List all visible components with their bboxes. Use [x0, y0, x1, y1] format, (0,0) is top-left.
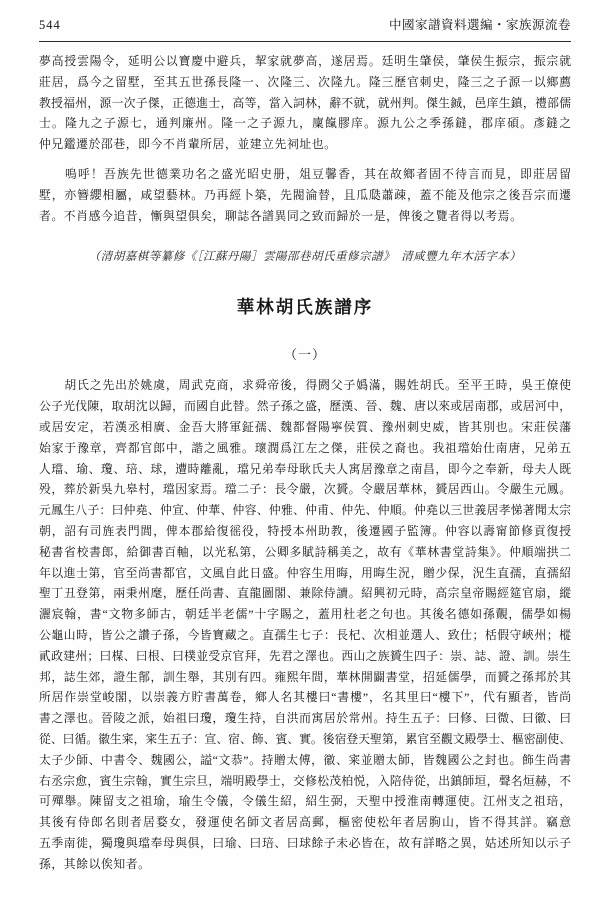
text-line: 人璫、瑜、瓊、琣、球，遭時離亂，璫兄弟奉母耿氏夫人寓居豫章之南昌，即今之奉新，母夫人既 — [39, 461, 571, 476]
part-label: （一） — [283, 347, 326, 363]
page-number: 544 — [39, 18, 61, 32]
text-line: 公龜山時，皆公之讚子孫，今皆寶藏之。直孺生七子：長杞、次相並選人、致仕；栝假守峽州；樅 — [39, 627, 571, 642]
text-line: 書之澤也。晉陵之派，始祖曰瓊，瓊生持，自洪而寓居於常州。持生五子：曰修、曰微、曰徽、曰 — [39, 711, 571, 726]
text-line: 公子光伐陳，取胡沈以歸，而國自此替。然子孫之盛，歷漢、晉、魏、唐以來或居南郡，或居河中， — [39, 399, 571, 414]
text-line: 嗚呼！吾族先世德業功名之盛光昭史册，俎豆馨香，其在故鄉者固不待言而見，即莊居留 — [39, 166, 571, 181]
text-line: 胡氏之先出於姚虞，周武克商，求舜帝後，得閼父子嬀滿，賜姓胡氏。至平王時，吳王僚使 — [39, 378, 571, 393]
text-line: 墅，亦簪纓相屬，咸望藝林。乃再經卜築，先閥淪替，且瓜瓞蕭疎，蓋不能及他宗之後吾宗而遷 — [39, 187, 571, 202]
text-line: 元鳳生八子：曰仲堯、仲宣、仲華、仲容、仲雅、仲甫、仲先、仲順。仲堯以三世義居孝悌著聞太宗 — [39, 503, 571, 518]
text-line: 年以進士第，官至尚書都官，文風自此日盛。仲容生用晦，用晦生況，贈少保，況生直孺，直孺紹 — [39, 565, 571, 580]
text-line: 邦，誌生郊，證生鄁，訓生舉，其別有四。雍熙年間，華林開闢書堂，招延儒學，而贇之孫邦於其 — [39, 669, 571, 684]
text-line: 貳政建州；曰楳、曰根、曰樸並受京官拜，先君之澤也。西山之族贇生四子：崇、誌、證、訓。崇生 — [39, 648, 571, 663]
article-body — [39, 375, 571, 874]
text-line: 右丞宗愈，賓生宗翰，實生宗旦，端明殿學士，交修松茂柏悦，入陪侍從，出鎮師垣，聲名烜赫，不 — [39, 773, 571, 788]
text-line: 仲兄鑑遷於邵巷，即今不肖輩所居，並建立先祠址也。 — [39, 137, 337, 152]
previous-section-paragraph-2 — [39, 164, 571, 226]
article-title: 華林胡氏族譜序 — [236, 297, 374, 318]
text-line: 太子少師、中書令、魏國公，謚“文恭”。持贈太傅，徽、宷並贈太師，皆魏國公之封也。飾生尚書 — [39, 752, 571, 767]
text-line: 者。不肖感今追昔，慚與望俱矣，聊誌各譜異同之致而歸於一是，俾後之覽者得以考焉。 — [39, 208, 523, 223]
text-line: 莊居，爲今之留墅，至其五世孫長隆一、次隆三、次隆九。隆三歷官刺史，隆三之子源一以鄉薦 — [39, 74, 571, 89]
text-line: 殁，葬於新吳九皋村，璫因家焉。璫二子：長令嚴，次贇。令嚴居華林，贇居西山。令嚴生元鳳。 — [39, 482, 571, 497]
text-line: 教授福州，源一次子傑，正德進士，高等，當入詞林，辭不就，就州判。傑生鋮，邑庠生鎮，禮部儒 — [39, 95, 571, 110]
text-line: 聖丁丑登第，兩秉州麾，歷任尚書、直龍圖閣、兼除侍讀。紹興初元時，高宗皇帝賜經筵官扇，縱 — [39, 586, 571, 601]
page-header — [39, 0, 571, 33]
text-line: 灑宸翰，書“文物多師古，朝廷半老儒”十字賜之，蓋用杜老之句也。其後名德如孫覿，儒學如楊 — [39, 607, 571, 622]
text-line: 所居作崇堂峻閣，以崇義方貯書萬卷，鄉人名其樓曰“書樓”，名其里曰“樓下”，代有顯者，皆尚 — [39, 690, 571, 705]
text-line: 從、曰循。徽生宷，宷生五子：宣、宿、飾、賓、實。後宿登天聖第，累官至觀文殿學士、樞密副使、 — [39, 731, 571, 746]
source-citation: （清胡嘉棋等纂修《［江蘇丹陽］雲陽邵巷胡氏重修宗譜》 清咸豐九年木活字本） — [88, 251, 522, 264]
text-line: 孫，其餘以俟知者。 — [39, 856, 151, 871]
page-content — [39, 0, 571, 875]
text-line: 朝，詔有司旌表門閭，俾本郡給復徭役，特授本州助教，後遷國子監簿。仲容以壽甯節修貢復授 — [39, 523, 571, 538]
text-line: 始家于豫章，齊都官郎中，諧之風雅。瓌潤爲江左之傑，莊侯之裔也。我祖璫始仕南唐，兄弟五 — [39, 440, 571, 455]
text-line: 或居安定，若漢丞相廣、金吾大將軍鉦孺、魏都督陽寧侯質、豫州刺史威，皆其別也。宋莊侯藩 — [39, 419, 571, 434]
text-line: 其後有侍郎名則者居婺女，發運使名師文者居高郵，樞密使松年者居胊山，皆不得其詳。竊意 — [39, 815, 571, 830]
text-line: 士。隆九之子源七，通判廉州。隆一之子源九，廩餼膠庠。源九公之季孫鏠，郡庠碩。彥鏠之 — [39, 116, 571, 131]
header-rule — [39, 41, 571, 42]
text-line: 五季南徙，獨瓊與璫奉母與俱，曰瑜、曰琣、曰球餘子未必皆在，故有詳略之異，姑述所知以示子 — [39, 835, 571, 850]
text-line: 可殫舉。陳留支之祖瑜，瑜生令儀，令儀生紹，紹生弼，天聖中授淮南轉運使。江州支之祖琣， — [39, 794, 571, 809]
book-title: 中國家譜資料選編・家族源流卷 — [388, 18, 571, 32]
previous-section-paragraph-1 — [39, 51, 571, 155]
text-line: 夢高授雲陽令，延明公以寶慶中避兵，挈家就夢高，遂居焉。廷明生肇侯，肇侯生振宗，振宗就 — [39, 54, 571, 68]
text-line: 秘書省校書郎，給御書百軸，以光私第，公卿多賦詩稱美之，故有《華林書堂詩集》。仲順端拱二 — [39, 544, 571, 559]
